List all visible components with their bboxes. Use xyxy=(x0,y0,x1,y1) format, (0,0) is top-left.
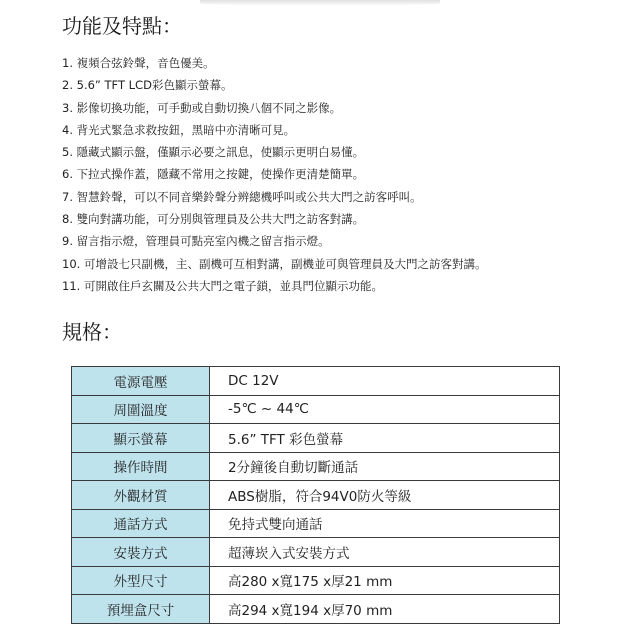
table-row xyxy=(72,367,560,396)
spec-key: 通話方式 xyxy=(72,509,210,538)
spec-value: 免持式雙向通話 xyxy=(210,509,560,538)
spec-value: 2分鐘後自動切斷通話 xyxy=(210,452,560,481)
feature-item: 1. 複頻合弦鈴聲，音色優美。 xyxy=(62,56,215,70)
top-edge-shadow xyxy=(200,0,440,6)
spec-value: 超薄崁入式安裝方式 xyxy=(210,538,560,567)
spec-key: 操作時間 xyxy=(72,452,210,481)
spec-key: 電源電壓 xyxy=(72,367,210,396)
spec-key: 外觀材質 xyxy=(72,481,210,510)
feature-item: 3. 影像切換功能，可手動或自動切換八個不同之影像。 xyxy=(62,100,342,115)
feature-item: 7. 智慧鈴聲，可以不同音樂鈴聲分辨總機呼叫或公共大門之訪客呼叫。 xyxy=(62,189,422,204)
feature-item: 10. 可增設七只副機，主、副機可互相對講，副機並可與管理員及大門之訪客對講。 xyxy=(62,256,487,271)
spec-key: 外型尺寸 xyxy=(72,566,210,595)
spec-key: 安裝方式 xyxy=(72,538,210,567)
table-row xyxy=(72,509,560,538)
spec-value: 高280 x寬175 x厚21 mm xyxy=(210,566,560,595)
table-row xyxy=(72,538,560,567)
feature-item: 11. 可開啟住戶玄關及公共大門之電子鎖，並具門位顯示功能。 xyxy=(62,278,383,293)
table-row xyxy=(72,424,560,453)
features-list xyxy=(62,52,622,297)
feature-item: 9. 留言指示燈，管理員可點亮室內機之留言指示燈。 xyxy=(62,234,330,249)
spec-value: ABS樹脂，符合94V0防火等級 xyxy=(210,481,560,510)
spec-key: 顯示螢幕 xyxy=(72,424,210,453)
table-row xyxy=(72,452,560,481)
spec-value: DC 12V xyxy=(210,367,560,396)
specs-heading: 規格： xyxy=(62,320,122,344)
table-row xyxy=(72,395,560,424)
feature-item: 4. 背光式緊急求救按鈕，黑暗中亦清晰可見。 xyxy=(62,122,296,137)
table-row xyxy=(72,566,560,595)
table-row xyxy=(72,481,560,510)
features-heading: 功能及特點： xyxy=(62,14,182,38)
spec-key: 周圍溫度 xyxy=(72,395,210,424)
spec-value: -5℃ ~ 44℃ xyxy=(210,395,560,424)
spec-value: 5.6” TFT 彩色螢幕 xyxy=(210,424,560,453)
spec-key: 預埋盒尺寸 xyxy=(72,595,210,624)
feature-item: 5. 隱藏式顯示盤，僅顯示必要之訊息，使顯示更明白易懂。 xyxy=(62,145,365,160)
feature-item: 6. 下拉式操作蓋，隱藏不常用之按鍵，使操作更清楚簡單。 xyxy=(62,167,365,182)
table-row xyxy=(72,595,560,624)
spec-value: 高294 x寬194 x厚70 mm xyxy=(210,595,560,624)
feature-item: 2. 5.6” TFT LCD彩色顯示螢幕。 xyxy=(62,78,233,93)
feature-item: 8. 雙向對講功能，可分別與管理員及公共大門之訪客對講。 xyxy=(62,212,365,227)
specs-table xyxy=(71,366,560,624)
